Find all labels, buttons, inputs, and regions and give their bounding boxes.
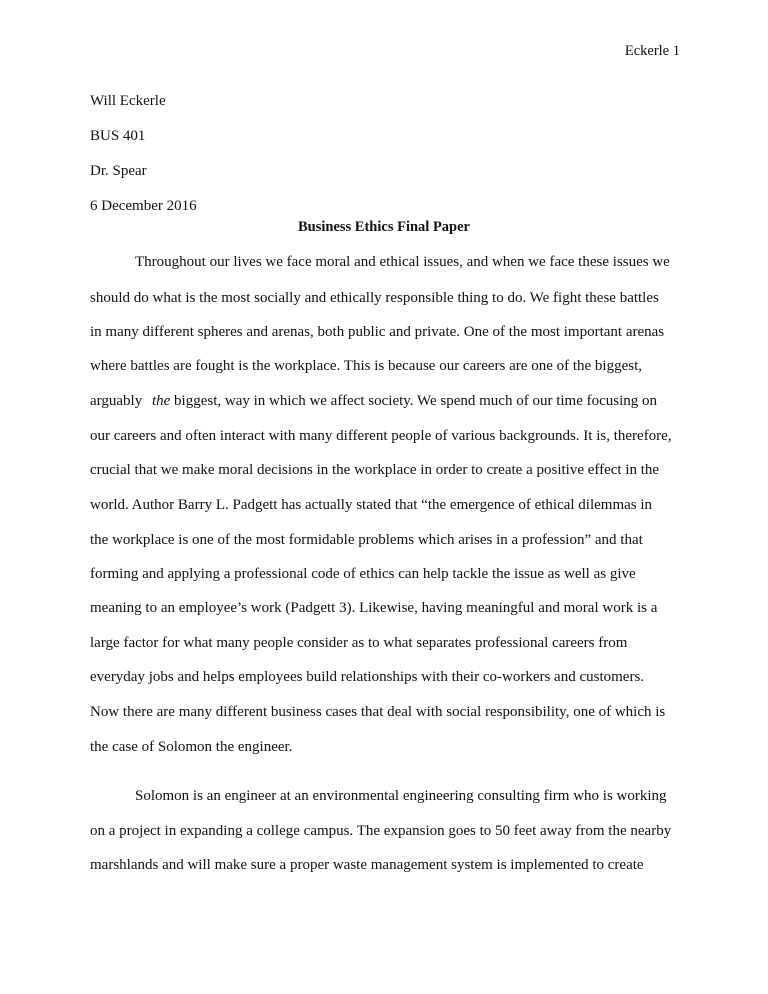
- paragraph-line: world. Author Barry L. Padgett has actually stated that “the emergence of ethical dilemmas in: [90, 497, 653, 513]
- paragraph-line: on a project in expanding a college campus. The expansion goes to 50 feet away from the nearby: [90, 823, 672, 839]
- instructor-name: Dr. Spear: [90, 163, 147, 179]
- paragraph-line: our careers and often interact with many different people of various backgrounds. It is, therefore,: [90, 428, 672, 444]
- paragraph-line: meaning to an employee’s work (Padgett 3). Likewise, having meaningful and moral work is a: [90, 600, 658, 616]
- paragraph-line: marshlands and will make sure a proper waste management system is implemented to create: [90, 857, 644, 873]
- paragraph-line: in many different spheres and arenas, both public and private. One of the most important arenas: [90, 324, 665, 340]
- mla-heading: [90, 92, 197, 232]
- paragraph-line: where battles are fought is the workplace. This is because our careers are one of the biggest,: [90, 358, 643, 374]
- paragraph-line: Solomon is an engineer at an environmental engineering consulting firm who is working: [135, 788, 667, 804]
- line-prefix: arguably: [90, 393, 143, 409]
- paragraph-line: forming and applying a professional code of ethics can help tackle the issue as well as give: [90, 566, 636, 582]
- paragraph-line: should do what is the most socially and ethically responsible thing to do. We fight these battles: [90, 290, 659, 306]
- emphasized-word: the: [151, 393, 171, 409]
- paragraph-line: Throughout our lives we face moral and ethical issues, and when we face these issues we: [135, 254, 670, 270]
- course-number: BUS 401: [90, 128, 146, 144]
- author-name: Will Eckerle: [90, 93, 166, 109]
- running-header: Eckerle 1: [624, 43, 680, 59]
- submission-date: 6 December 2016: [90, 198, 197, 214]
- line-rest: biggest, way in which we affect society. We spend much of our time focusing on: [174, 393, 658, 409]
- paragraph-line: everyday jobs and helps employees build relationships with their co-workers and customers.: [90, 669, 645, 685]
- paper-title: Business Ethics Final Paper: [297, 219, 470, 235]
- paragraph-line: Now there are many different business cases that deal with social responsibility, one of which is: [90, 704, 666, 720]
- paragraph-line: the workplace is one of the most formidable problems which arises in a profession” and that: [90, 532, 643, 548]
- paragraph-line: crucial that we make moral decisions in the workplace in order to create a positive effect in the: [90, 462, 660, 478]
- paragraph-line-emphasis: [90, 392, 657, 410]
- paragraph-line: large factor for what many people consider as to what separates professional careers from: [90, 635, 628, 651]
- paragraph-line: the case of Solomon the engineer.: [90, 739, 293, 755]
